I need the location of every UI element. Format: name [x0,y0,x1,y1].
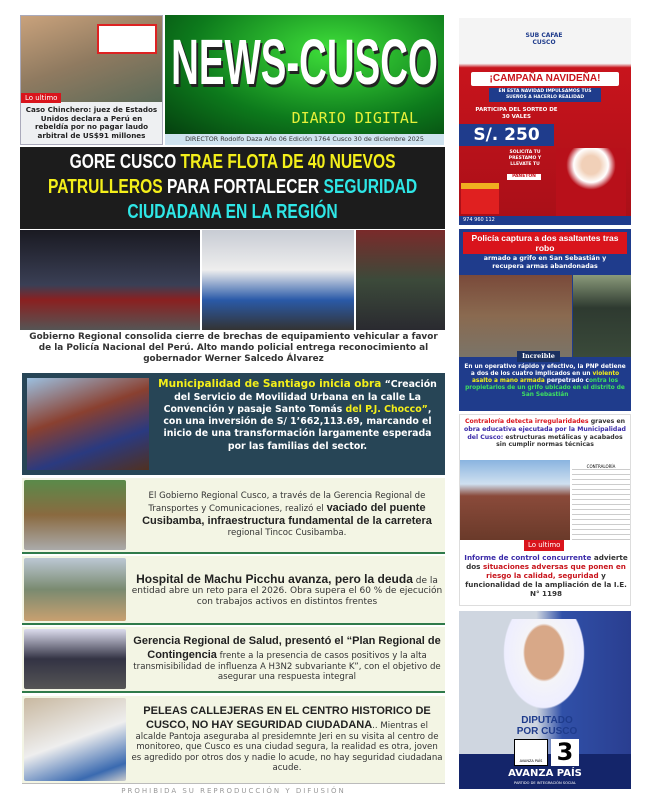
police-title: Policía captura a dos asaltantes tras robo [463,232,627,254]
sub-cafae-logo: SUB CAFAE CUSCO [525,32,563,46]
ad-cta-badge: PANETON [507,174,541,180]
masthead [165,15,444,134]
story-bold: Gerencia Regional de Salud, presentó el “Plan Regional de Contingencia [133,635,441,661]
santiago-story[interactable] [22,373,445,475]
police-body-highlight: violento asalto a mano armada [471,370,620,384]
contraloria-doc-label: CONTRALORÍA [572,460,630,469]
top-story-card[interactable] [20,15,163,145]
police-body: En un operativo rápido y efectivo, la PNP detiene a dos de los cuatro implicados en un [464,364,626,377]
ad-phone: 974 960 112 [459,216,631,225]
officials-group-image [24,629,126,689]
contraloria-document-image [572,460,630,540]
contraloria-body: Informe de control concurrente [464,553,592,562]
masthead-title: NEWS-CUSCO [171,26,438,98]
party-logo-crossed [514,739,548,766]
christmas-ad[interactable] [459,18,631,225]
masthead-subtitle: DIARIO DIGITAL [291,109,418,127]
hospital-image [24,558,126,621]
street-fight-cctv-image [24,698,126,781]
headline-text: PARA FORTALECER [162,176,324,198]
lo-ultimo-tag: Lo ultimo [21,93,61,103]
candidate-number: 3 [551,739,579,766]
gift-box-icon [461,183,499,214]
headline-text: PATRULLEROS [47,176,163,198]
story-bold: vaciado del puente Cusibamba, infraestructura fundamental de la carretera [142,501,432,527]
police-subtitle: armado a grifo en San Sebastián y recupera armas abandonadas [483,255,607,270]
story-bold: PELEAS CALLEJERAS EN EL CENTRO HISTORICO DE CUSCO, NO HAY SEGURIDAD CIUDADANA [143,705,431,731]
party-subtitle: PARTIDO DE INTEGRACIÓN SOCIAL [514,781,576,785]
contraloria-story[interactable] [459,414,631,606]
story-bold: Hospital de Machu Picchu avanza, pero la deuda [136,571,413,586]
candidate-title [499,715,595,737]
story-text: El Gobierno Regional Cusco, a través de la Gerencia Regional de Transportes y Comunicaciones, realizó el [148,491,426,514]
contraloria-headline: Contraloría detecta irregularidades [464,418,589,425]
ad-raffle: PARTICIPA DEL SORTEO DE 30 VALES [475,107,558,120]
police-body-highlight: ontra los propietarios de un grifo ubicado en el distrito de San Sebastián [465,377,625,398]
police-officer-image [573,275,631,357]
contraloria-body: situaciones adversas que ponen en riesgo la calidad, seguridad [482,562,626,580]
story-peleas-callejeras[interactable] [22,696,445,784]
increible-tag: Increible [517,351,560,362]
santiago-highlight: del P.J. Chocco” [345,403,428,415]
watermark: PROHIBIDA SU REPRODUCCIÓN Y DIFUSIÓN [121,787,346,795]
story-text: de la entidad abre un reto para el 2026. Obra supera el 60 % de ejecución con trabajos activos en distintos frentes [131,575,443,607]
patrol-trucks-image [202,230,354,330]
santiago-text: , con una inversión de S/ 1’662,113.69, marcando el inicio de una transformación largamente esperada por las familias del sector. [163,403,432,452]
patrol-trucks-night-image [20,230,200,330]
headline-caption: Gobierno Regional consolida cierre de brechas de equipamiento vehicular a favor de la Policía Nacional del Perú. Alto mando policial entrega reconocimiento al gobernador Werner Salcedo Álvarez [29,332,438,365]
ad-slogan: EN ESTA NAVIDAD IMPULSAMOS TUS SUEÑOS A HACERLO REALIDAD [489,88,601,102]
candidate-photo [499,619,589,715]
story-plan-contingencia[interactable] [22,627,445,693]
headline-text: TRAE FLOTA DE 40 NUEVOS [180,151,396,173]
police-body: perpetrado c [544,377,589,384]
ad-amount: S/. 250 [459,124,554,146]
party-logo-text: AVANZA PAÍS [519,759,543,763]
story-text: regional Tincoc Cusibamba. [227,528,347,539]
story-hospital-machu-picchu[interactable] [22,556,445,625]
story-text: .. Mientras el alcalde Pantoja aseguraba al presidemnte Jeri en su visita al centro de monitoreo, que Cusco es una ciudad segura, la realidad es otra, joven es agredido por otros dos y nadie lo acude, no hay seguridad ciudadana acude. [131,720,443,774]
main-headline [20,147,445,229]
candidate-title-line: POR CUSCO [516,726,578,737]
ad-campaign-title: ¡CAMPAÑA NAVIDEÑA! [471,72,619,86]
contraloria-headline: graves en [588,418,626,425]
candidate-ad[interactable] [459,611,631,789]
ad-cta: SOLICITA TU PRESTAMO Y LLEVATE TU [508,150,542,167]
santiago-festival-image [27,378,149,470]
chinchero-airport-image [21,16,162,102]
story-text: frente a la presencia de casos positivos y la alta transmisibilidad de influenza A H3N2 subvariante K”, con el objetivo de asegurar una respuesta integral [133,650,441,683]
contraloria-headline: estructuras metálicas y acabados sin cumplir normas técnicas [496,433,623,449]
santiago-text: “Creación del Servicio de Movilidad Urbana en la calle La Convención y pasaje Santo Tomás [163,379,437,415]
contraloria-headline: obra educativa ejecutada por la Municipalidad del Cusco: [464,425,626,441]
candidate-title-line: DIPUTADO [521,715,573,726]
contraloria-body: advierte dos [466,553,628,571]
santa-figure [556,148,626,216]
headline-text: SEGURIDAD [323,176,418,198]
story-puente-cusibamba[interactable] [22,478,445,554]
masthead-info: DIRECTOR Rodolfo Daza Año 06 Edición 1764 Cusco 30 de diciembre 2025 [165,134,444,145]
document-inset [97,24,157,54]
police-story[interactable] [459,229,631,411]
contraloria-body: y funcionalidad de la ampliación de la I.E. N° 1198 [465,571,627,598]
santiago-lead: Municipalidad de Santiago inicia obra [158,378,382,390]
bridge-construction-image [24,480,126,550]
arrest-scene-image [459,275,572,357]
headline-text: CIUDADANA EN LA REGIÓN [127,201,338,223]
police-officers-image [356,230,445,330]
headline-text: GORE CUSCO [69,151,181,173]
party-name: AVANZA PAÍS [508,768,582,779]
official-building-image [460,460,570,540]
lo-ultimo-tag: Lo ultimo [524,540,564,551]
top-story-headline: Caso Chinchero: juez de Estados Unidos declara a Perú en rebeldía por no pagar laudo arbitral de US$91 millones [25,105,158,140]
